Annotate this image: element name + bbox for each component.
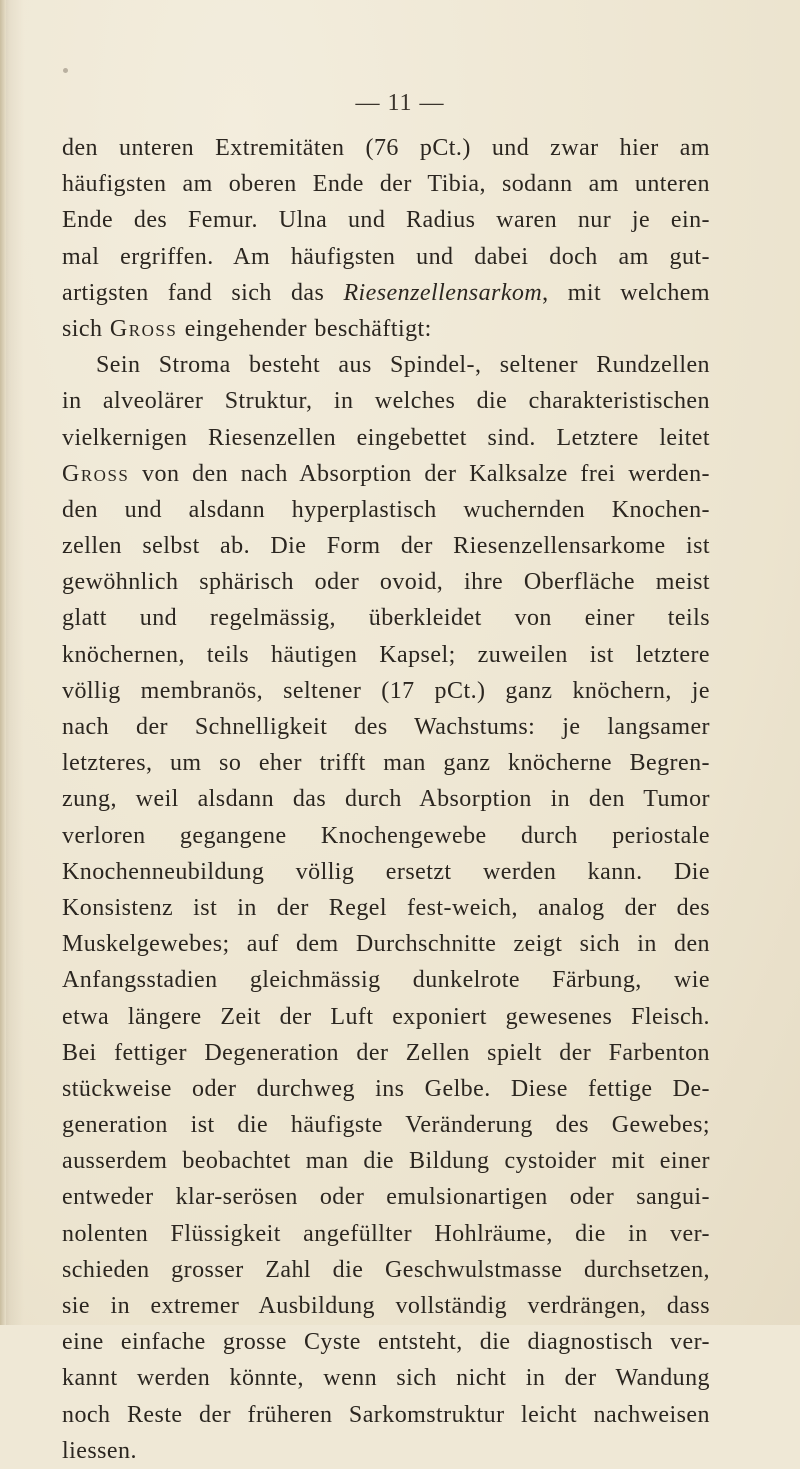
text-run: häufigsten am oberen Ende der Tibia, sodann am unteren: [62, 171, 710, 198]
text-run: generation ist die häufigste Veränderung des Gewebes;: [62, 1112, 710, 1139]
text-line: [62, 1107, 710, 1143]
body-text: [62, 130, 710, 1469]
text-run: Anfangsstadien gleichmässig dunkelrote Färbung, wie: [62, 967, 710, 994]
text-run: mal ergriffen. Am häufigsten und dabei doch am gut-: [62, 243, 710, 270]
text-run: eine einfache grosse Cyste entsteht, die diagnostisch ver-: [62, 1329, 710, 1356]
text-line: [62, 383, 710, 419]
text-line: [62, 1397, 710, 1433]
text-line: [62, 311, 710, 347]
text-line: [62, 202, 710, 238]
text-line: [62, 347, 710, 383]
paragraph: [62, 130, 710, 347]
text-run: Bei fettiger Degeneration der Zellen spielt der Farbenton: [62, 1039, 710, 1066]
text-run: gewöhnlich sphärisch oder ovoid, ihre Oberfläche meist: [62, 569, 710, 596]
text-run: artigsten fand sich das: [62, 279, 344, 306]
text-line: [62, 926, 710, 962]
text-line: [62, 999, 710, 1035]
text-run: vielkernigen Riesenzellen eingebettet sind. Letztere leitet: [62, 424, 710, 451]
text-line: [62, 637, 710, 673]
page-binding-edge: [0, 0, 6, 1325]
text-run: in alveolärer Struktur, in welches die charakteristischen: [62, 388, 710, 415]
page-number: — 11 —: [355, 90, 445, 116]
text-line: [62, 492, 710, 528]
text-run: zung, weil alsdann das durch Absorption in den Tumor: [62, 786, 710, 813]
text-line: [62, 1143, 710, 1179]
italic-term: Riesenzellensarkom: [343, 279, 543, 306]
paper-speck: [63, 68, 68, 73]
text-line: [62, 1216, 710, 1252]
text-run: letzteres, um so eher trifft man ganz knöcherne Begren-: [62, 750, 710, 777]
text-run: Muskelgewebes; auf dem Durchschnitte zeigt sich in den: [62, 931, 710, 958]
text-line: [62, 1288, 710, 1324]
text-run: nolenten Flüssigkeit angefüllter Hohlräume, die in ver-: [62, 1220, 710, 1247]
text-run: ausserdem beobachtet man die Bildung cystoider mit einer: [62, 1148, 710, 1175]
text-run: knöchernen, teils häutigen Kapsel; zuweilen ist letztere: [62, 641, 710, 668]
text-line: [62, 1252, 710, 1288]
text-line: [62, 420, 710, 456]
text-line: [62, 709, 710, 745]
text-run: Konsistenz ist in der Regel fest-weich, analog der des: [62, 894, 710, 921]
text-line: [62, 600, 710, 636]
text-run: etwa längere Zeit der Luft exponiert gewesenes Fleisch.: [62, 1003, 710, 1030]
text-line: [62, 854, 710, 890]
text-run: stückweise oder durchweg ins Gelbe. Diese fettige De-: [62, 1075, 710, 1102]
text-line: [62, 1433, 710, 1469]
text-line: [62, 528, 710, 564]
author-name: Gross: [62, 460, 130, 487]
text-line: [62, 1035, 710, 1071]
text-line: [62, 130, 710, 166]
text-line: [62, 1324, 710, 1360]
text-run: noch Reste der früheren Sarkomstruktur leicht nachweisen: [62, 1401, 710, 1428]
text-run: glatt und regelmässig, überkleidet von einer teils: [62, 605, 710, 632]
text-run: sie in extremer Ausbildung vollständig verdrängen, dass: [62, 1293, 710, 1319]
text-line: [62, 818, 710, 854]
text-run: Sein Stroma besteht aus Spindel-, seltener Rundzellen: [96, 352, 710, 379]
text-run: völlig membranös, seltener (17 pCt.) ganz knöchern, je: [62, 677, 710, 704]
text-line: [62, 456, 710, 492]
text-line: [62, 166, 710, 202]
text-line: [62, 1179, 710, 1215]
text-run: eingehender beschäftigt:: [177, 315, 432, 342]
text-run: den unteren Extremitäten (76 pCt.) und zwar hier am: [62, 135, 710, 161]
text-line: [62, 781, 710, 817]
text-run: zellen selbst ab. Die Form der Riesenzellensarkome ist: [62, 533, 710, 560]
text-run: den und alsdann hyperplastisch wuchernden Knochen-: [62, 496, 710, 523]
text-line: [62, 1071, 710, 1107]
text-run: Knochenneubildung völlig ersetzt werden kann. Die: [62, 858, 710, 885]
text-run: entweder klar-serösen oder emulsionartigen oder sangui-: [62, 1184, 710, 1211]
text-line: [62, 890, 710, 926]
text-line: [62, 564, 710, 600]
text-line: [62, 745, 710, 781]
text-line: [62, 239, 710, 275]
text-run: kannt werden könnte, wenn sich nicht in der Wandung: [62, 1365, 710, 1392]
text-run: Ende des Femur. Ulna und Radius waren nur je ein-: [62, 207, 710, 234]
text-line: [62, 962, 710, 998]
text-run: , mit welchem: [542, 279, 710, 306]
text-run: nach der Schnelligkeit des Wachstums: je langsamer: [62, 714, 710, 740]
text-run: schieden grosser Zahl die Geschwulstmasse durchsetzen,: [62, 1256, 710, 1283]
author-name: Gross: [109, 315, 178, 342]
paragraph: [62, 347, 710, 1469]
text-line: [62, 275, 710, 311]
text-run: liessen.: [62, 1437, 137, 1464]
text-run: sich: [62, 315, 110, 342]
text-line: [62, 1360, 710, 1396]
text-run: von den nach Absorption der Kalksalze frei werden-: [129, 460, 710, 487]
text-run: verloren gegangene Knochengewebe durch periostale: [62, 822, 710, 849]
text-line: [62, 673, 710, 709]
